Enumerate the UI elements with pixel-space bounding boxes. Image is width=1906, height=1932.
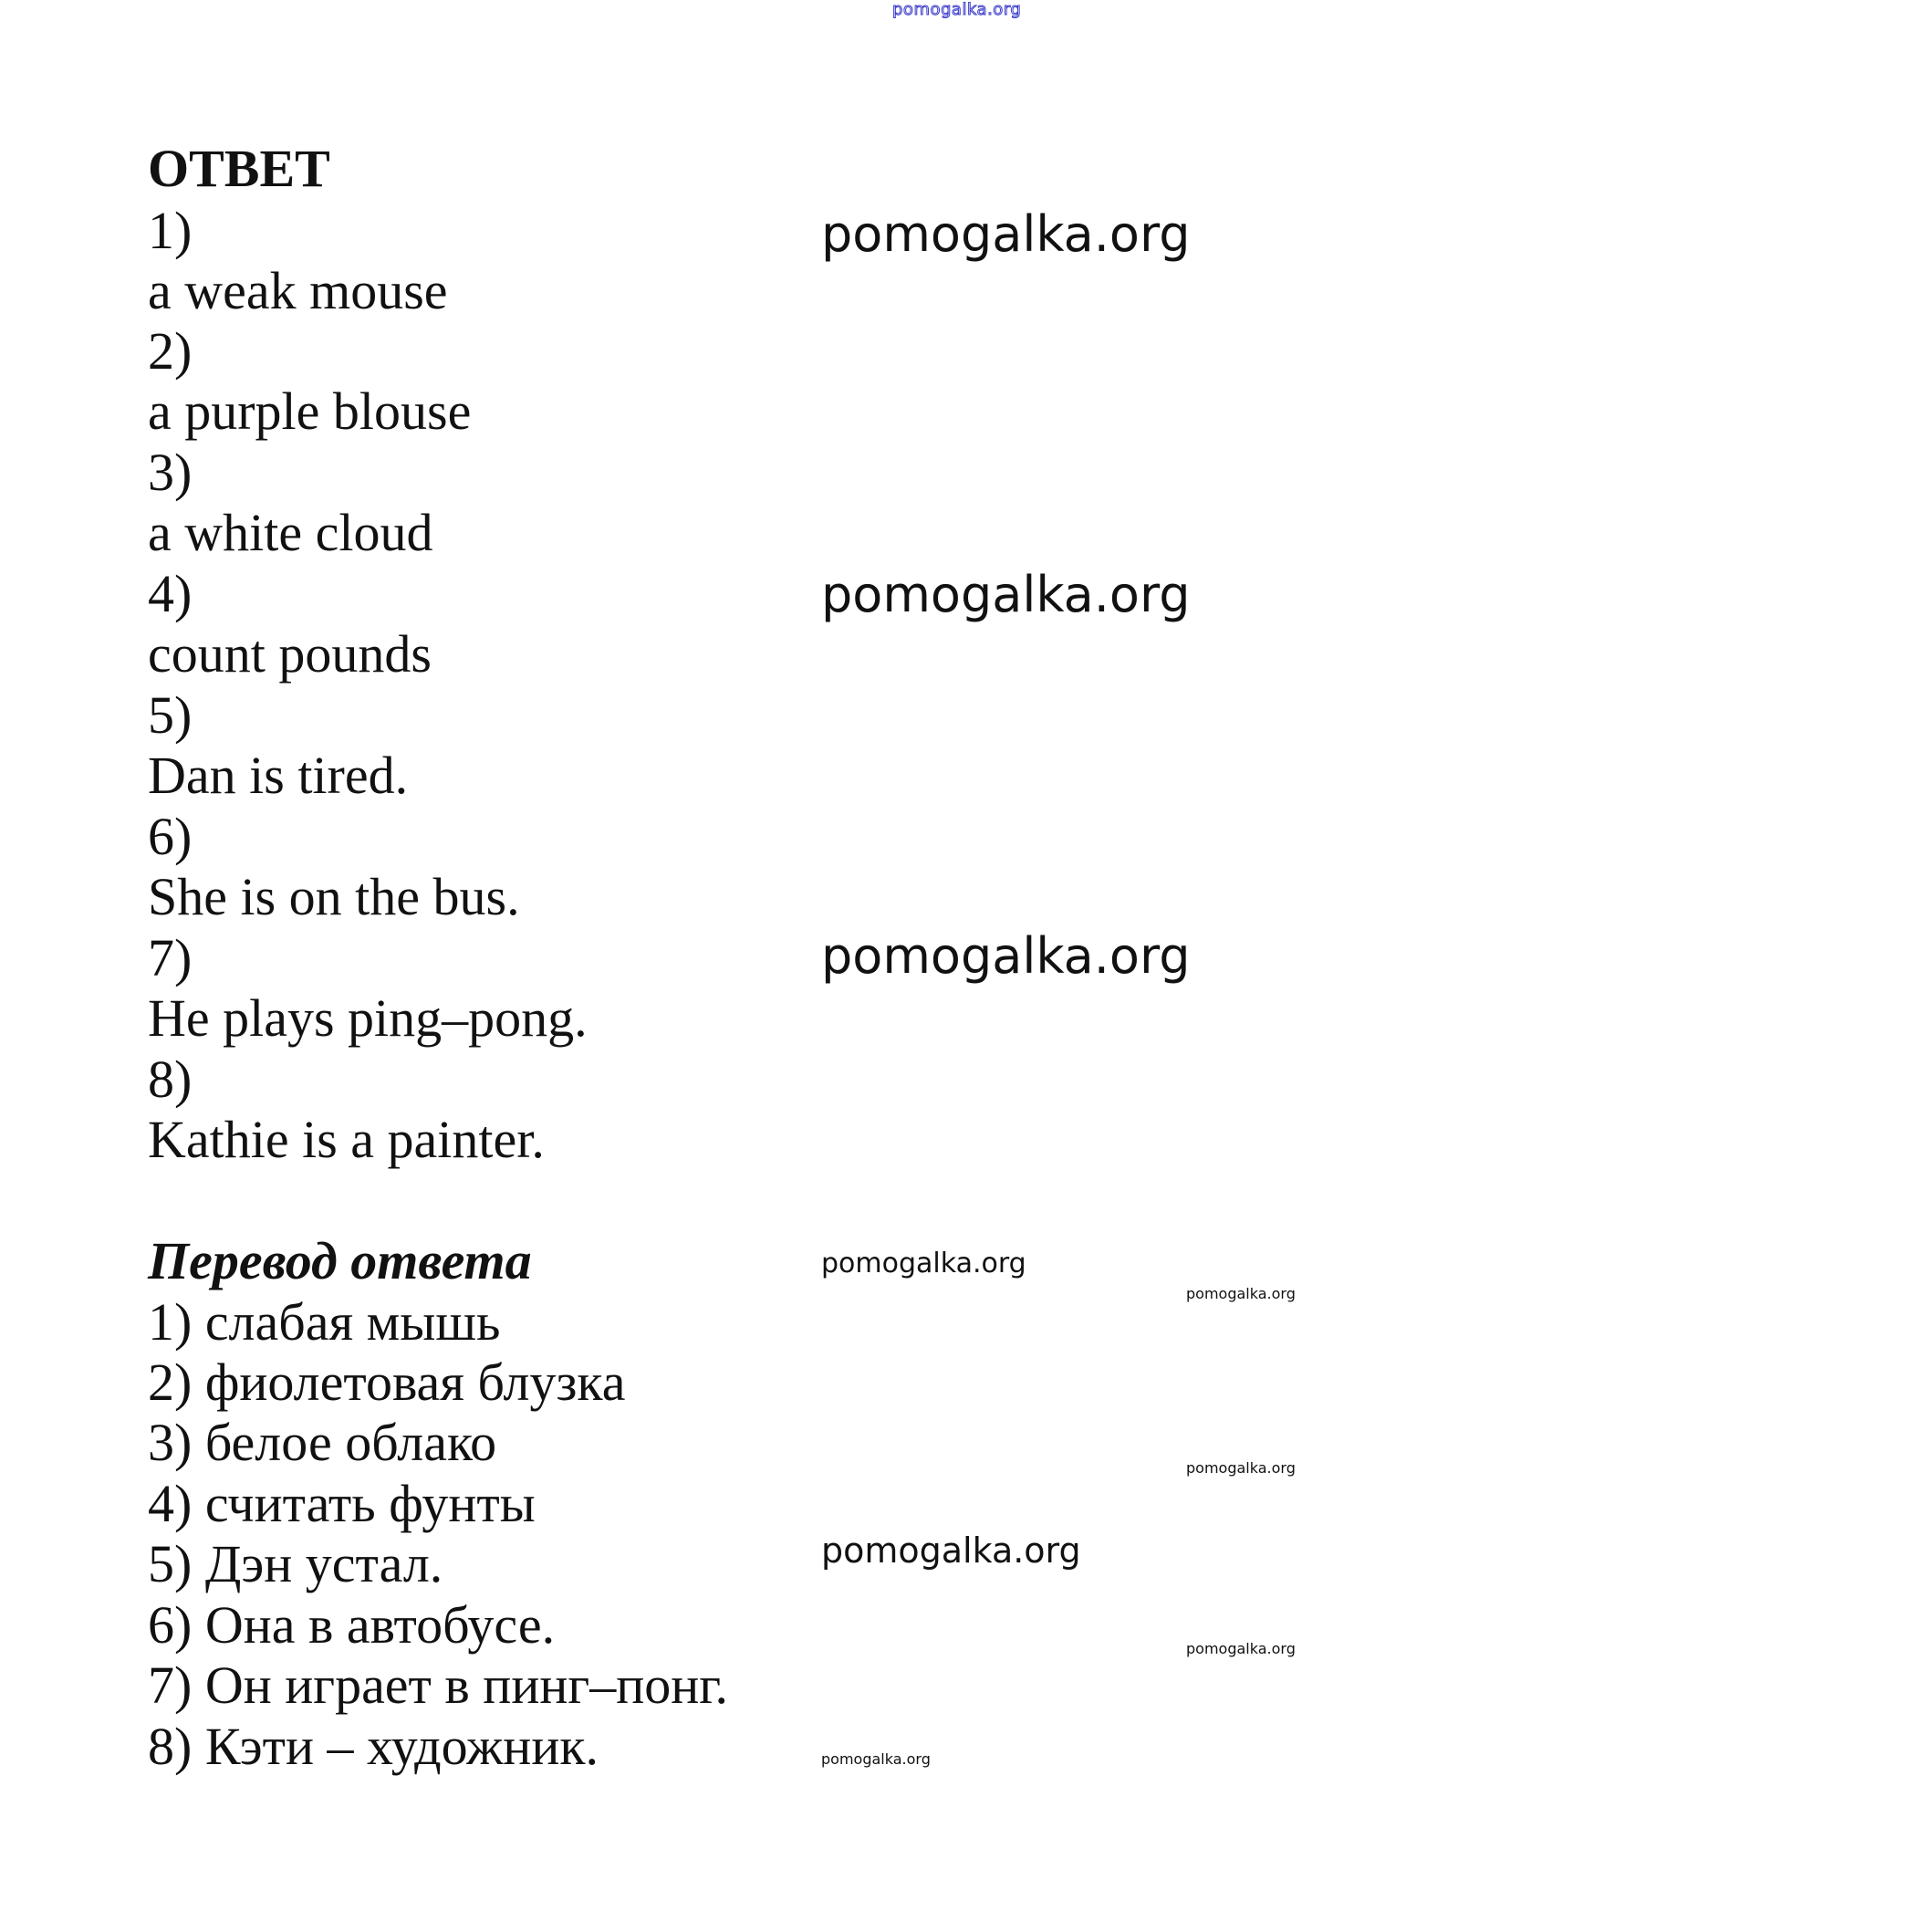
answer-number: 7) [148, 928, 193, 987]
watermark: pomogalka.org [1186, 1285, 1296, 1302]
watermark: pomogalka.org [821, 1530, 1081, 1571]
translation-heading: Перевод ответа [148, 1231, 532, 1290]
answer-text: a weak mouse [148, 261, 448, 320]
answer-text: He plays ping–pong. [148, 988, 588, 1048]
watermark: pomogalka.org [1186, 1640, 1296, 1657]
translation-line: 2) фиолетовая блузка [148, 1352, 626, 1412]
watermark: pomogalka.org [821, 927, 1191, 985]
answer-number: 1) [148, 201, 193, 260]
watermark: pomogalka.org [821, 566, 1191, 623]
answer-number: 4) [148, 564, 193, 623]
top-watermark: pomogalka.org [892, 0, 1022, 19]
translation-line: 7) Он играет в пинг–понг. [148, 1655, 729, 1715]
answer-number: 3) [148, 443, 193, 502]
answer-text: Kathie is a painter. [148, 1110, 545, 1169]
answer-number: 5) [148, 685, 193, 745]
translation-line: 6) Она в автобусе. [148, 1595, 556, 1655]
answer-text: a white cloud [148, 503, 433, 562]
answer-number: 6) [148, 807, 193, 866]
watermark: pomogalka.org [821, 1750, 931, 1768]
watermark: pomogalka.org [821, 1248, 1026, 1279]
answer-heading: ОТВЕТ [148, 139, 330, 198]
answer-number: 2) [148, 321, 193, 381]
answer-number: 8) [148, 1050, 193, 1109]
answer-text: Dan is tired. [148, 746, 409, 805]
translation-line: 3) белое облако [148, 1413, 497, 1472]
watermark: pomogalka.org [821, 205, 1191, 263]
answer-text: a purple blouse [148, 381, 472, 441]
answer-text: She is on the bus. [148, 867, 520, 926]
watermark: pomogalka.org [1186, 1459, 1296, 1477]
answer-text: count pounds [148, 624, 432, 684]
translation-line: 4) считать фунты [148, 1474, 536, 1533]
translation-line: 1) слабая мышь [148, 1292, 501, 1352]
translation-line: 5) Дэн устал. [148, 1534, 443, 1593]
translation-line: 8) Кэти – художник. [148, 1717, 599, 1776]
